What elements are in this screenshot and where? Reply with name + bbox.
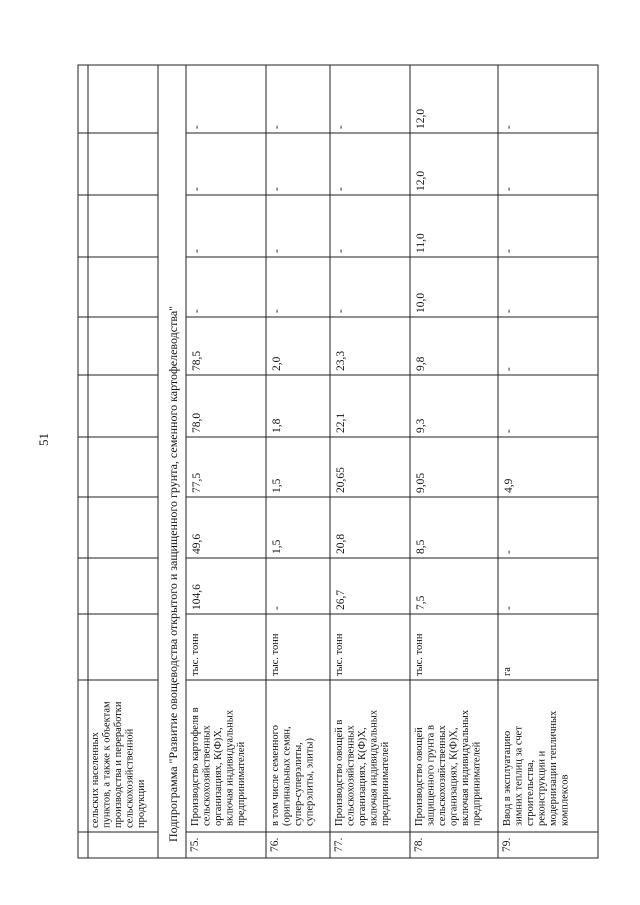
subprogram-title: Подпрограмма "Развитие овощеводства открытого и защищенного грунта, семенного картофелеводства"	[166, 305, 180, 842]
value-cell: -	[271, 309, 283, 313]
indicator-name-line: сельскохозяйственных	[201, 725, 213, 826]
value-cell: 9,3	[415, 418, 427, 433]
indicator-name-line: реконструкции и	[536, 750, 548, 826]
indicator-name-line: предпринимателей	[380, 741, 391, 826]
value-cell: -	[503, 367, 515, 371]
value-cell: -	[271, 187, 283, 191]
value-cell: -	[335, 309, 347, 313]
value-cell: 10,0	[415, 292, 427, 313]
value-cell: 1,5	[271, 539, 283, 554]
value-cell: -	[191, 125, 203, 129]
indicator-name-line: суперэлиты, элиты)	[304, 738, 316, 826]
value-cell: 20,65	[335, 467, 347, 493]
value-cell: 9,8	[415, 356, 427, 371]
indicator-name-line: Производство овощей в	[334, 719, 345, 826]
row-number: 79.	[501, 837, 513, 852]
indicator-name-line: супер-суперэлиты,	[293, 742, 304, 826]
value-cell: 4,9	[503, 478, 515, 493]
value-cell: -	[191, 187, 203, 191]
indicator-name-line: предпринимателей	[236, 741, 247, 826]
value-cell: -	[271, 249, 283, 253]
value-cell: -	[503, 125, 515, 129]
value-cell: 1,5	[271, 478, 283, 493]
indicator-name-line: Производство овощей	[414, 727, 425, 826]
value-cell: 23,3	[335, 350, 347, 371]
value-cell: 77,5	[191, 472, 203, 493]
value-cell: 49,6	[191, 533, 203, 554]
indicator-name-line: защищенного грунта в	[425, 725, 437, 826]
row-number: 76.	[269, 837, 281, 852]
value-cell: -	[503, 309, 515, 313]
value-cell: 12,0	[415, 108, 427, 129]
indicator-name-line: комплексов	[559, 774, 571, 826]
indicator-name-line: в том числе семенного	[270, 725, 281, 826]
indicator-name-line: Производство картофеля в	[190, 707, 201, 826]
value-cell: -	[191, 249, 203, 253]
unit-cell: тыс. тонн	[270, 633, 281, 676]
continuation-text-line: сельскохозяйственной	[124, 728, 136, 828]
value-cell: 11,0	[415, 233, 427, 253]
value-cell: -	[503, 429, 515, 433]
indicator-name-line: включая индивидуальных	[368, 709, 380, 826]
value-cell: -	[335, 249, 347, 253]
value-cell: 26,7	[335, 589, 347, 610]
indicator-name-line: включая индивидуальных	[224, 709, 236, 826]
indicator-name-line: организациях, К(Ф)Х,	[448, 727, 460, 826]
value-cell: 2,0	[271, 356, 283, 371]
value-cell: 1,8	[271, 418, 283, 433]
indicator-name-line: сельскохозяйственных	[437, 725, 448, 826]
value-cell: 78,5	[191, 350, 203, 371]
value-cell: 20,8	[335, 533, 347, 554]
indicator-name-line: организациях, К(Ф)Х,	[213, 727, 224, 826]
page-number: 51	[36, 433, 51, 446]
indicator-name-line: строительства,	[525, 759, 536, 826]
value-cell: -	[503, 187, 515, 191]
continuation-text-line: сельских населенных	[90, 732, 101, 828]
unit-cell: тыс. тонн	[414, 633, 425, 676]
continuation-text-line: производства и переработки	[113, 701, 124, 828]
value-cell: -	[503, 550, 515, 554]
value-cell: -	[335, 187, 347, 191]
value-cell: 9,05	[415, 472, 427, 493]
value-cell: -	[191, 309, 203, 313]
value-cell: 7,5	[415, 595, 427, 610]
row-number: 75.	[189, 837, 201, 852]
indicator-name-line: включая индивидуальных	[460, 709, 471, 826]
indicator-name-line: Ввод в эксплуатацию	[502, 730, 513, 826]
unit-cell: га	[502, 667, 513, 676]
row-number: 77.	[333, 837, 345, 852]
unit-cell: тыс. тонн	[190, 633, 201, 676]
indicator-name-line: сельскохозяйственных	[345, 725, 357, 826]
indicator-name-line: предпринимателей	[471, 741, 483, 826]
row-number: 78.	[413, 837, 425, 852]
indicator-name-line: (оригинальных семян,	[281, 726, 293, 826]
indicator-name-line: организациях, К(Ф)Х,	[357, 727, 368, 826]
value-cell: 8,5	[415, 539, 427, 554]
value-cell: 22,1	[335, 412, 347, 433]
unit-cell: тыс. тонн	[334, 633, 345, 676]
value-cell: 12,0	[415, 170, 427, 191]
continuation-text-line: продукции	[136, 779, 147, 828]
value-cell: -	[335, 125, 347, 129]
value-cell: 104,6	[191, 584, 203, 610]
value-cell: -	[271, 606, 283, 610]
value-cell: 78,0	[191, 412, 203, 433]
indicator-name-line: модернизации тепличных	[548, 710, 559, 826]
continuation-text-line: пунктов, а также к объектам	[101, 701, 113, 828]
value-cell: -	[503, 606, 515, 610]
value-cell: -	[271, 125, 283, 129]
indicator-name-line: зимних теплиц за счет	[513, 726, 525, 826]
value-cell: -	[503, 249, 515, 253]
